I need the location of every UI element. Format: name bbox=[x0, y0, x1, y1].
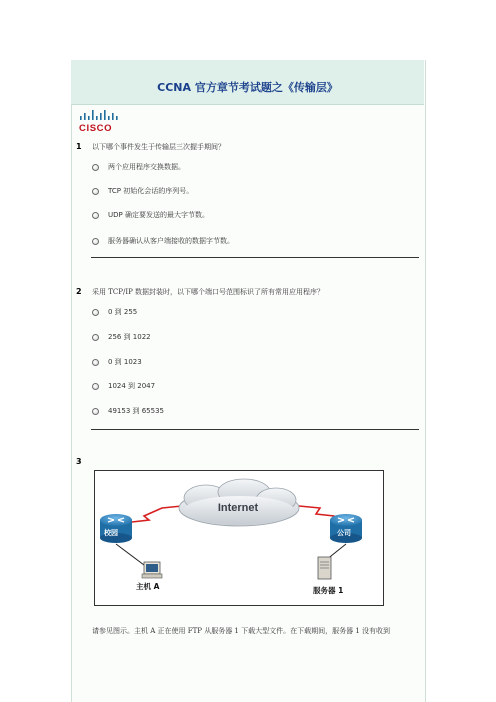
radio-button[interactable] bbox=[92, 383, 99, 390]
question-number: 2 bbox=[76, 287, 82, 296]
host-label: 主机 A bbox=[136, 582, 160, 591]
radio-button[interactable] bbox=[92, 408, 99, 415]
option-label: 1024 到 2047 bbox=[108, 382, 156, 390]
option-label: 两个应用程序交换数据。 bbox=[108, 163, 185, 171]
svg-text:CISCO: CISCO bbox=[79, 123, 113, 134]
radio-button[interactable] bbox=[92, 309, 99, 316]
question-number: 1 bbox=[76, 142, 82, 151]
option-label: 256 到 1022 bbox=[108, 333, 151, 341]
answer-option[interactable] bbox=[92, 162, 185, 172]
router-left-label: 校园 bbox=[104, 529, 118, 537]
option-label: 服务器确认从客户端接收的数据字节数。 bbox=[108, 237, 234, 245]
radio-button[interactable] bbox=[92, 164, 99, 171]
answer-option[interactable] bbox=[92, 210, 209, 220]
question-number: 3 bbox=[76, 457, 82, 466]
page-title: CCNA 官方章节考试题之《传输层》 bbox=[157, 81, 338, 94]
answer-option[interactable] bbox=[92, 236, 234, 246]
radio-button[interactable] bbox=[92, 212, 99, 219]
question-stem: 采用 TCP/IP 数据封装时，以下哪个端口号范围标识了所有常用应用程序？ bbox=[92, 288, 325, 296]
radio-button[interactable] bbox=[92, 359, 99, 366]
option-label: 49153 到 65535 bbox=[108, 407, 164, 415]
server-icon bbox=[318, 557, 331, 579]
answer-option[interactable] bbox=[92, 381, 155, 391]
answer-option[interactable] bbox=[92, 406, 164, 416]
option-label: TCP 初始化会话的序列号。 bbox=[108, 187, 194, 195]
answer-option[interactable] bbox=[92, 332, 151, 342]
host-computer-icon bbox=[142, 562, 162, 578]
answer-option[interactable] bbox=[92, 357, 142, 367]
answer-option[interactable] bbox=[92, 186, 193, 196]
cloud-label: Internet bbox=[217, 502, 259, 514]
router-right-label: 公司 bbox=[337, 529, 351, 537]
answer-option[interactable] bbox=[92, 307, 137, 317]
radio-button[interactable] bbox=[92, 188, 99, 195]
option-label: 0 到 1023 bbox=[108, 358, 142, 366]
question-stem: 请参见图示。主机 A 正在使用 FTP 从服务器 1 下载大型文件。在下载期间，服务器 1 没有收到 bbox=[92, 627, 390, 635]
question-divider bbox=[91, 257, 419, 258]
option-label: 0 到 255 bbox=[108, 308, 138, 316]
radio-button[interactable] bbox=[92, 238, 99, 245]
question-stem: 以下哪个事件发生于传输层三次握手期间？ bbox=[92, 143, 225, 151]
cisco-logo bbox=[76, 108, 128, 134]
network-diagram bbox=[94, 470, 384, 606]
server-label: 服务器 1 bbox=[313, 586, 344, 595]
radio-button[interactable] bbox=[92, 334, 99, 341]
question-divider bbox=[91, 429, 419, 430]
option-label: UDP 确定要发送的最大字节数。 bbox=[108, 211, 209, 219]
